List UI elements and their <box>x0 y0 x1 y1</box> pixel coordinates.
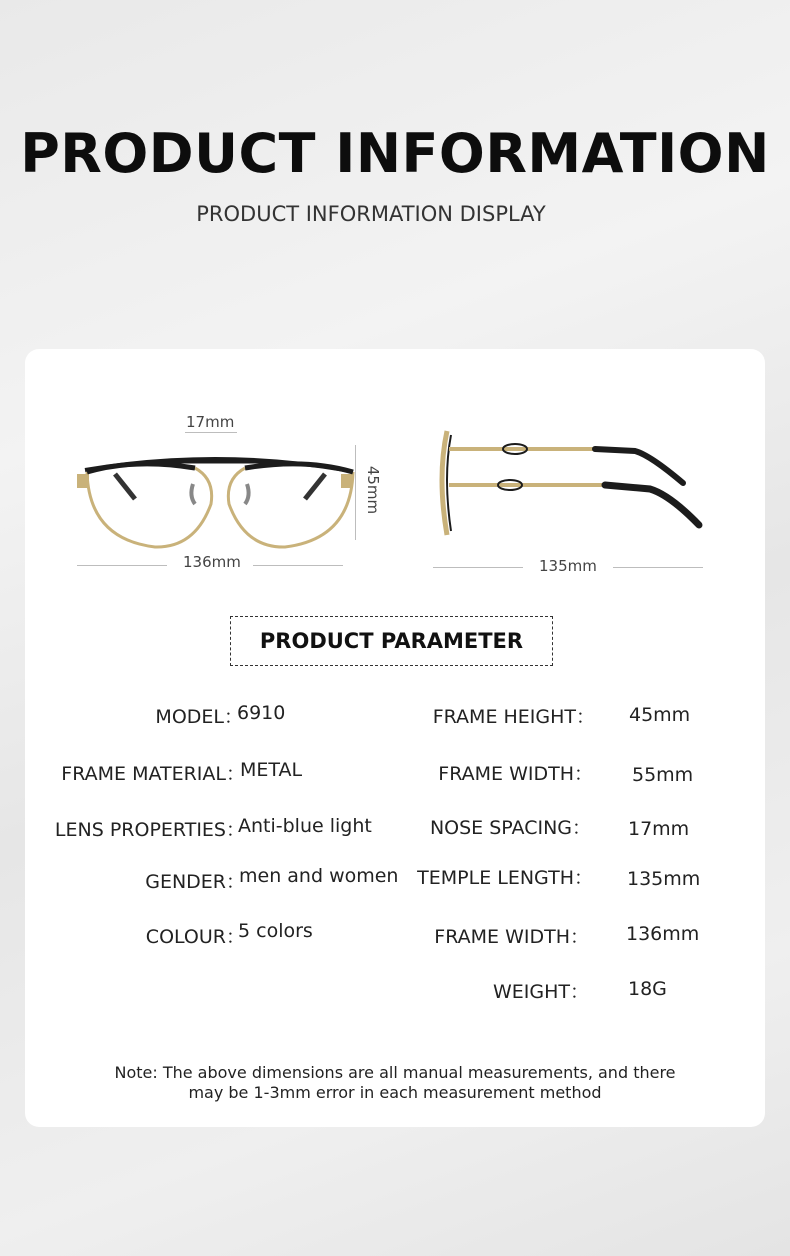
param-value-nose-spacing: 17mm <box>628 818 690 840</box>
param-value-weight: 18G <box>628 978 667 1000</box>
height-dimension-label: 45mm <box>364 465 383 515</box>
param-value-lens-properties: Anti-blue light <box>238 815 372 837</box>
page-subtitle: PRODUCT INFORMATION DISPLAY <box>196 202 546 226</box>
param-label-model: MODEL： <box>155 706 243 728</box>
param-value-gender: men and women <box>239 865 399 887</box>
product-card <box>25 349 765 1127</box>
note-line-1: Note: The above dimensions are all manual measurements, and there <box>114 1063 676 1082</box>
width-dimension-label: 136mm <box>183 553 241 571</box>
glasses-front-image <box>75 444 365 564</box>
param-label-weight: WEIGHT： <box>492 981 589 1003</box>
width-dimension-line-right <box>253 565 343 566</box>
param-label-frame-material: FRAME MATERIAL： <box>61 763 245 785</box>
measurement-note <box>25 1063 765 1103</box>
page-title: PRODUCT INFORMATION <box>20 122 770 185</box>
param-label-gender: GENDER： <box>145 871 245 893</box>
param-label-nose-spacing: NOSE SPACING： <box>429 817 591 839</box>
param-label-frame-height: FRAME HEIGHT： <box>432 706 595 728</box>
temple-dimension-label: 135mm <box>539 557 597 575</box>
param-label-temple-length: TEMPLE LENGTH： <box>417 867 593 889</box>
param-value-frame-height: 45mm <box>629 704 691 726</box>
param-label-frame-width: FRAME WIDTH： <box>438 763 593 785</box>
width-dimension-line-left <box>77 565 167 566</box>
param-value-frame-material: METAL <box>240 759 303 781</box>
param-label-colour: COLOUR： <box>145 926 245 948</box>
bridge-dimension-line <box>185 432 237 433</box>
param-label-lens-properties: LENS PROPERTIES： <box>54 819 245 841</box>
parameter-heading: PRODUCT PARAMETER <box>230 616 553 666</box>
param-value-model: 6910 <box>237 702 286 724</box>
glasses-side-image <box>435 427 710 547</box>
param-value-temple-length: 135mm <box>627 868 701 890</box>
param-value-colour: 5 colors <box>238 920 313 942</box>
height-dimension-line <box>355 445 356 540</box>
bridge-dimension-label: 17mm <box>186 413 235 431</box>
param-value-frame-width-2: 136mm <box>626 923 700 945</box>
param-value-frame-width: 55mm <box>632 764 694 786</box>
temple-dimension-line-left <box>433 567 523 568</box>
temple-dimension-line-right <box>613 567 703 568</box>
param-label-frame-width-2: FRAME WIDTH： <box>434 926 589 948</box>
note-line-2: may be 1-3mm error in each measurement method <box>188 1083 602 1102</box>
